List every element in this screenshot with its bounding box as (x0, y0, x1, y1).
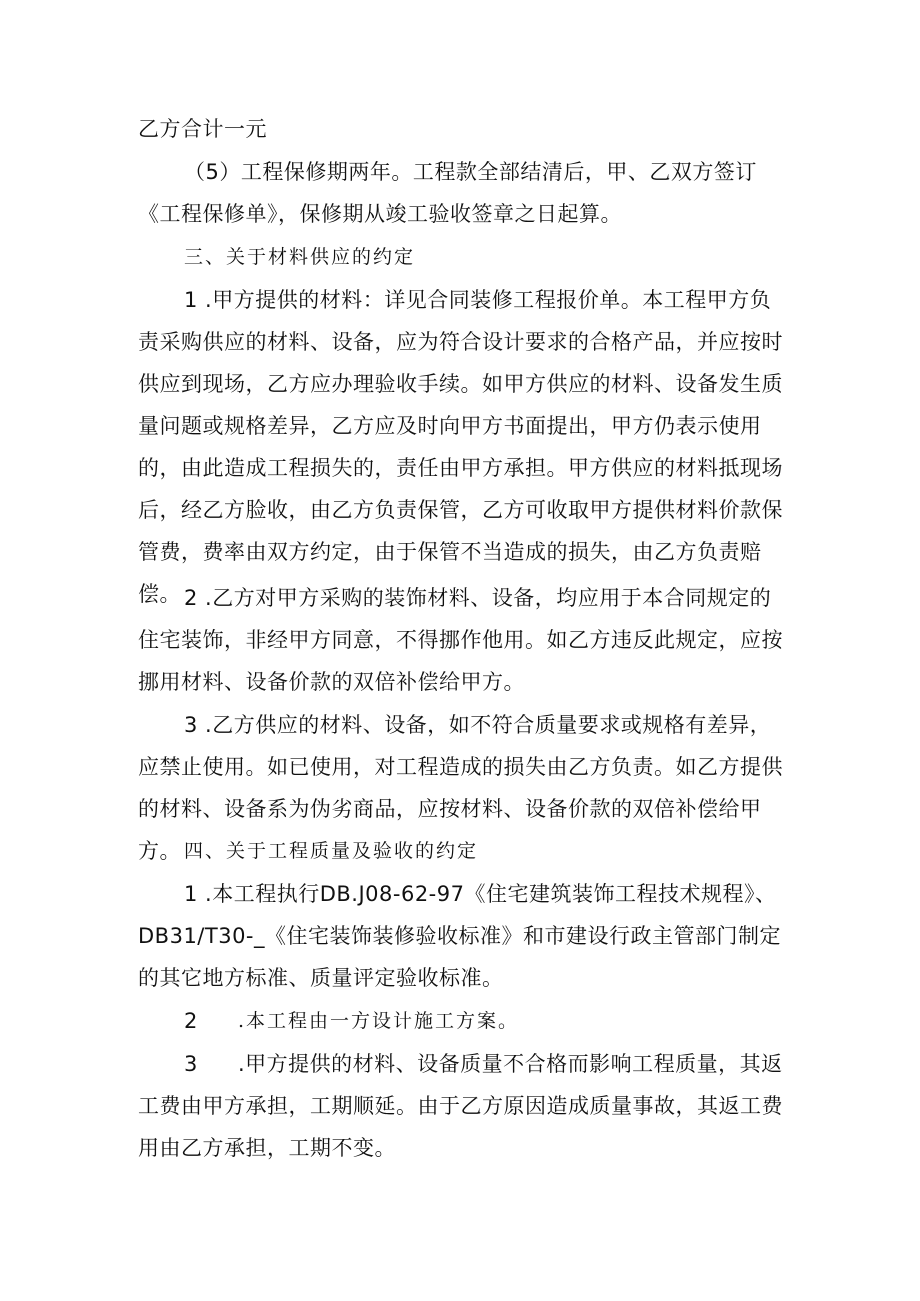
section-heading-materials-supply: 三、关于材料供应的约定 (184, 246, 416, 268)
clause-number-3: 3 (184, 1052, 198, 1076)
paragraph-materials-clause-3: 3 .乙方供应的材料、设备，如不符合质量要求或规格有差异，应禁止使用。如已使用，对工程造成的损失由乙方负责。如乙方提供的材料、设备系为伪劣商品，应按材料、设备价款的双倍补偿给甲方。 (138, 713, 783, 863)
section-heading-quality-acceptance: 四、关于工程质量及验收的约定 (184, 840, 479, 862)
paragraph-quality-clause-1: 1 .本工程执行DB.J08-62-97《住宅建筑装饰工程技术规程》、DB31/T30-_《住宅装饰装修验收标准》和市建设行政主管部门制定的其它地方标准、质量评定验收标准。 (138, 882, 781, 990)
paragraph-materials-clause-1: 1 .甲方提供的材料：详见合同装修工程报价单。本工程甲方负责采购供应的材料、设备，应为符合设计要求的合格产品，并应按时供应到现场，乙方应办理验收手续。如甲方供应的材料、设备发生质量问题或规格差异，乙方应及时向甲方书面提出，甲方仍表示使用的，由此造成工程损失的，责任由甲方承担。甲方供应的材料抵现场后，经乙方脸收，由乙方负责保管，乙方可收取甲方提供材料价款保管费，费率由双方约定，由于保管不当造成的损失，由乙方负责赔偿。 (138, 288, 783, 606)
paragraph-warranty-period: （5）工程保修期两年。工程款全部结清后，甲、乙双方签订《工程保修单》，保修期从竣工验收签章之日起算。 (138, 160, 757, 226)
paragraph-quality-clause-2: .本工程由一方设计施工方案。 (238, 1010, 520, 1032)
paragraph-materials-clause-2: 2 .乙方对甲方采购的装饰材料、设备，均应用于本合同规定的住宅装饰，非经甲方同意，不得挪作他用。如乙方违反此规定，应按挪用材料、设备价款的双倍补偿给甲方。 (138, 586, 783, 694)
clause-number-2: 2 (184, 1009, 198, 1033)
paragraph-quality-clause-3: .甲方提供的材料、设备质量不合格而影响工程质量，其返工费由甲方承担，工期顺延。由于乙方原因造成质量事故，其返工费用由乙方承担，工期不变。 (138, 1052, 783, 1160)
paragraph-party-b-total: 乙方合计一元 (138, 117, 267, 141)
